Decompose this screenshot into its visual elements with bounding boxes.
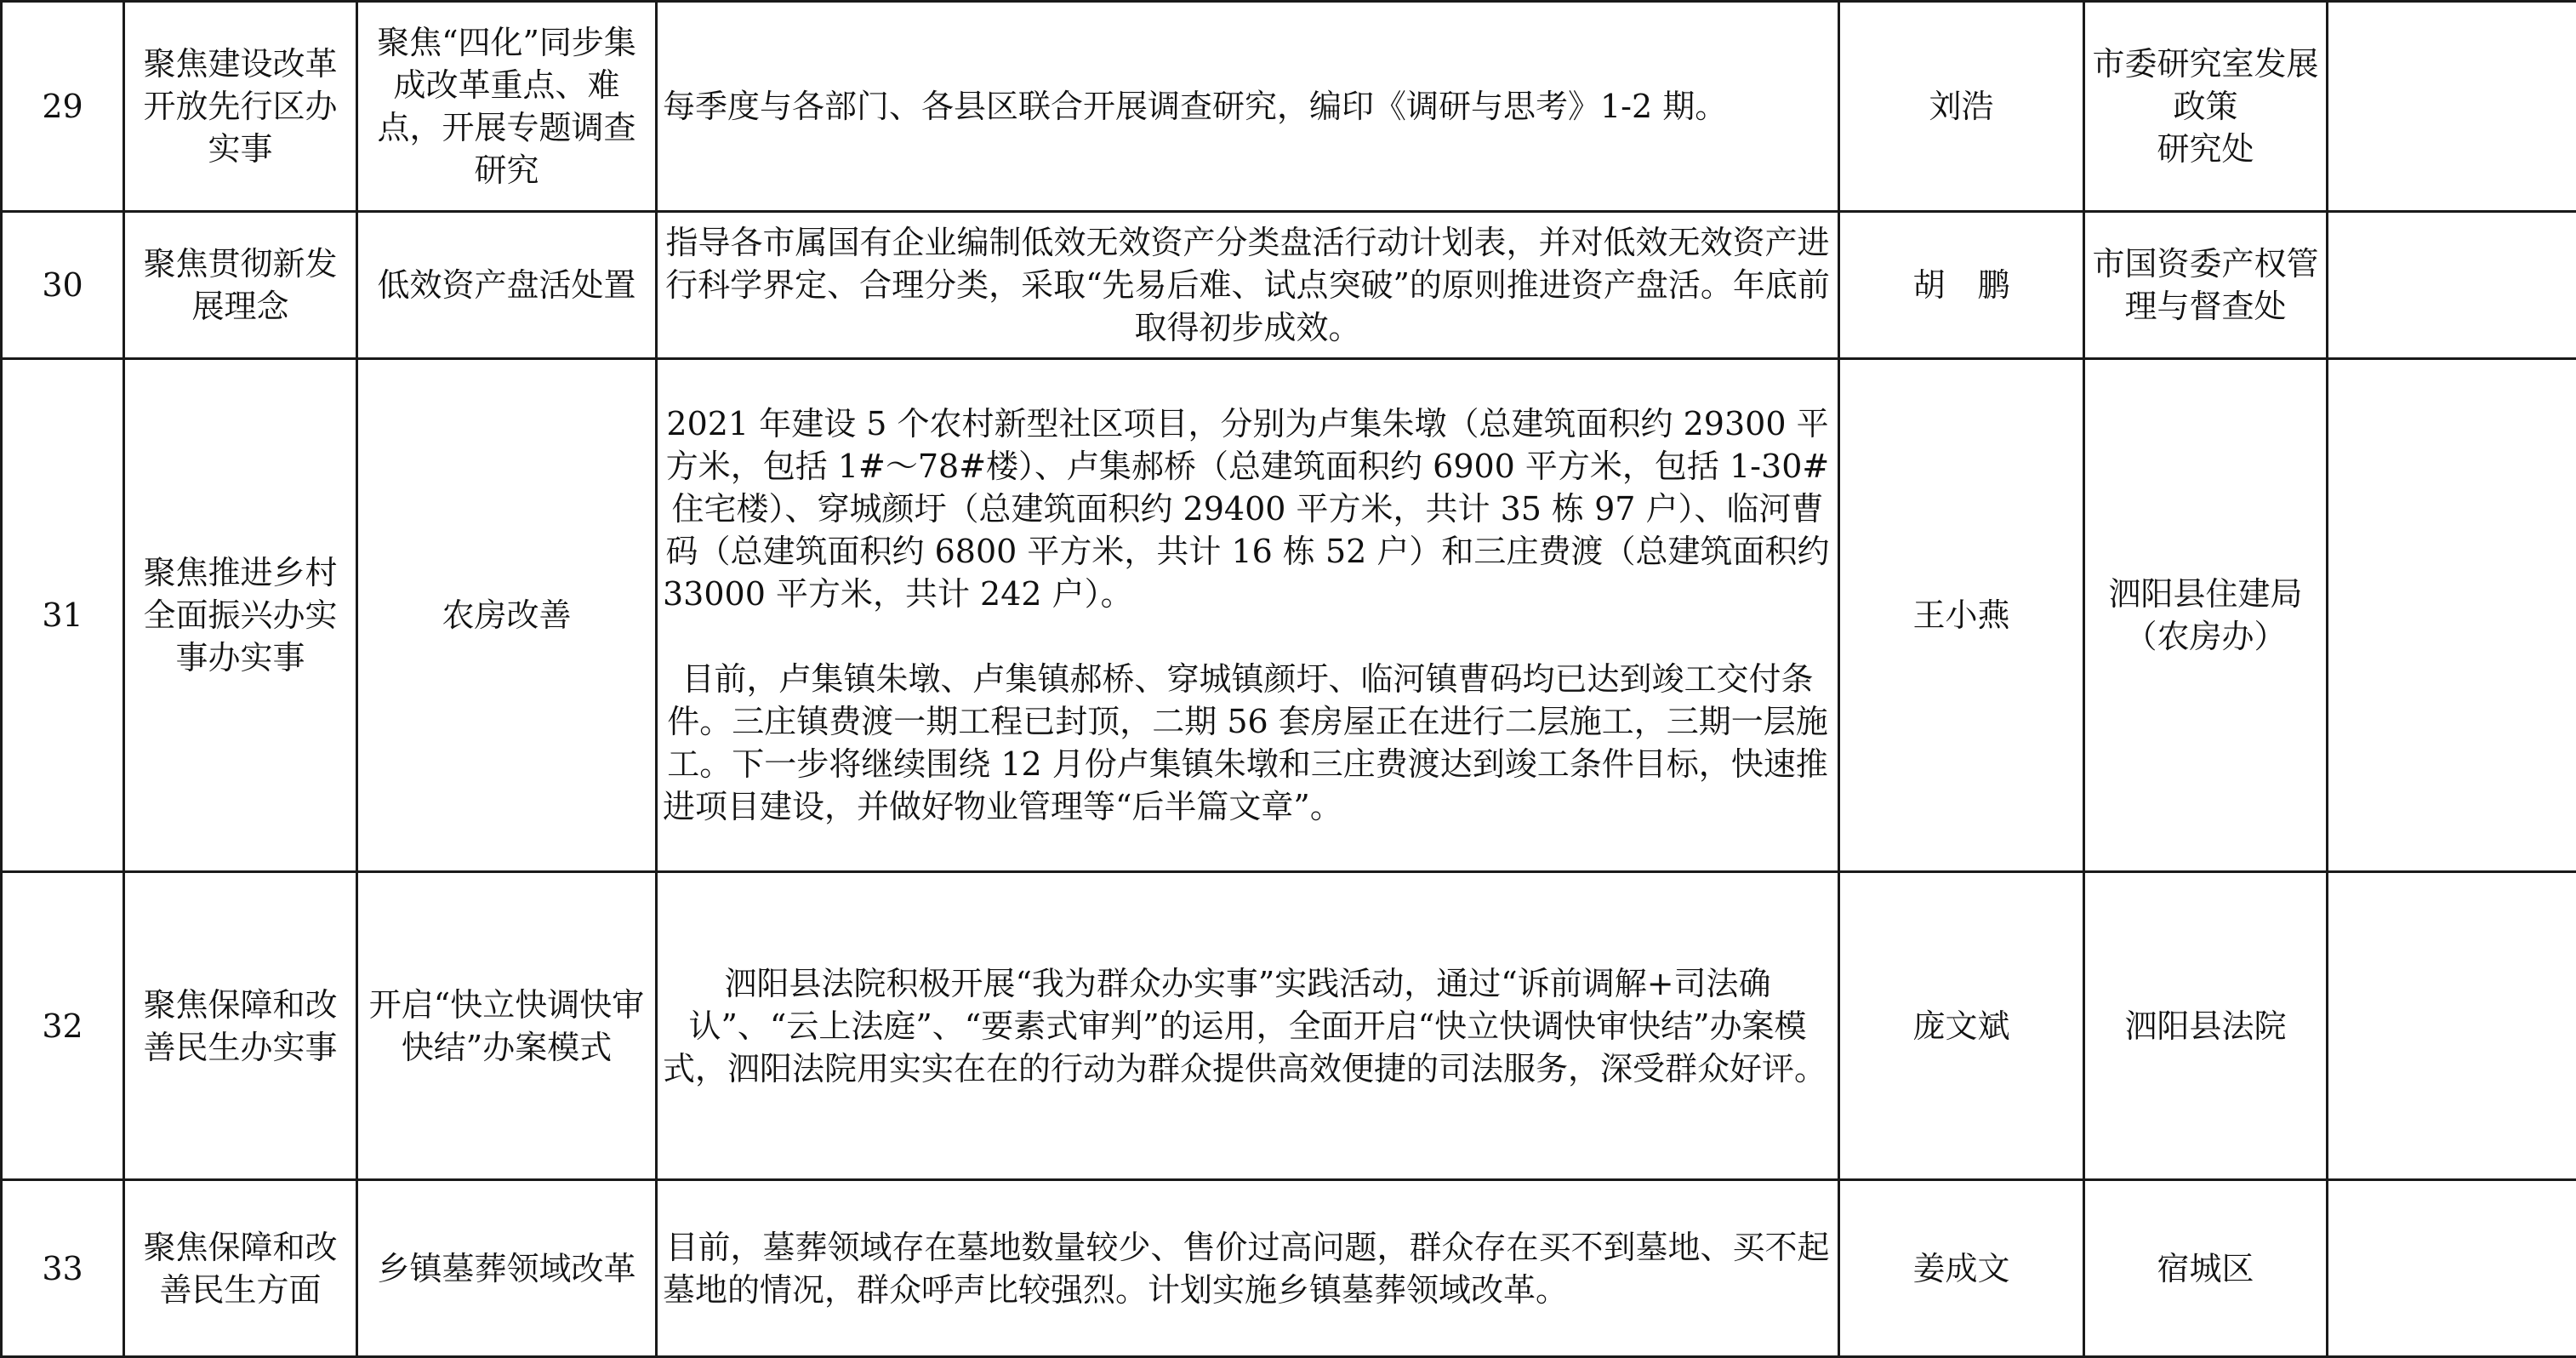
category-cell: 聚焦推进乡村全面振兴办实事办实事 bbox=[124, 359, 357, 872]
category-cell: 聚焦建设改革开放先行区办实事 bbox=[124, 2, 357, 212]
leader-cell: 刘浩 bbox=[1839, 2, 2084, 212]
table-row bbox=[2, 1180, 2576, 1357]
project-cell: 聚焦“四化”同步集成改革重点、难点，开展专题调查研究 bbox=[357, 2, 657, 212]
leader-cell: 庞文斌 bbox=[1839, 872, 2084, 1180]
category-cell: 聚焦贯彻新发展理念 bbox=[124, 212, 357, 359]
table-row bbox=[2, 872, 2576, 1180]
table-row bbox=[2, 2, 2576, 212]
extra-cell bbox=[2328, 872, 2576, 1180]
leader-cell: 姜成文 bbox=[1839, 1180, 2084, 1357]
unit-cell: 泗阳县法院 bbox=[2084, 872, 2328, 1180]
table-row bbox=[2, 359, 2576, 872]
row-number: 29 bbox=[2, 2, 124, 212]
row-number: 30 bbox=[2, 212, 124, 359]
unit-cell: 泗阳县住建局（农房办） bbox=[2084, 359, 2328, 872]
detail-cell: 每季度与各部门、各县区联合开展调查研究，编印《调研与思考》1-2 期。 bbox=[657, 2, 1839, 212]
unit-cell: 市委研究室发展政策 研究处 bbox=[2084, 2, 2328, 212]
leader-cell: 胡 鹏 bbox=[1839, 212, 2084, 359]
extra-cell bbox=[2328, 212, 2576, 359]
unit-cell: 宿城区 bbox=[2084, 1180, 2328, 1357]
leader-cell: 王小燕 bbox=[1839, 359, 2084, 872]
row-number: 32 bbox=[2, 872, 124, 1180]
project-cell: 开启“快立快调快审快结”办案模式 bbox=[357, 872, 657, 1180]
table-row bbox=[2, 212, 2576, 359]
category-cell: 聚焦保障和改善民生办实事 bbox=[124, 872, 357, 1180]
detail-cell: 目前，墓葬领域存在墓地数量较少、售价过高问题，群众存在买不到墓地、买不起墓地的情况，群众呼声比较强烈。计划实施乡镇墓葬领域改革。 bbox=[657, 1180, 1839, 1357]
extra-cell bbox=[2328, 359, 2576, 872]
detail-paragraph-2: 目前，卢集镇朱墩、卢集镇郝桥、穿城镇颜圩、临河镇曹码均已达到竣工交付条件。三庄镇费渡一期工程已封顶，二期 56 套房屋正在进行二层施工，三期一层施工。下一步将继续围绕 12 月份卢集镇朱墩和三庄费渡达到竣工条件目标，快速推进项目建设，并做好物业管理等“后半篇文章”。 bbox=[663, 658, 1832, 828]
project-cell: 低效资产盘活处置 bbox=[357, 212, 657, 359]
detail-cell bbox=[657, 359, 1839, 872]
row-number: 31 bbox=[2, 359, 124, 872]
row-number: 33 bbox=[2, 1180, 124, 1357]
category-cell: 聚焦保障和改善民生方面 bbox=[124, 1180, 357, 1357]
project-cell: 农房改善 bbox=[357, 359, 657, 872]
extra-cell bbox=[2328, 2, 2576, 212]
detail-paragraph-1: 2021 年建设 5 个农村新型社区项目，分别为卢集朱墩（总建筑面积约 29300 平方米，包括 1#～78#楼）、卢集郝桥（总建筑面积约 6900 平方米，包括 1-30#住宅楼）、穿城颜圩（总建筑面积约 29400 平方米，共计 35 栋 97 户）、临河曹码（总建筑面积约 6800 平方米，共计 16 栋 52 户）和三庄费渡（总建筑面积约 33000 平方米，共计 242 户）。 bbox=[663, 402, 1832, 615]
project-cell: 乡镇墓葬领域改革 bbox=[357, 1180, 657, 1357]
detail-cell: 指导各市属国有企业编制低效无效资产分类盘活行动计划表，并对低效无效资产进行科学界定、合理分类，采取“先易后难、试点突破”的原则推进资产盘活。年底前取得初步成效。 bbox=[657, 212, 1839, 359]
detail-cell: 泗阳县法院积极开展“我为群众办实事”实践活动，通过“诉前调解+司法确认”、“云上法庭”、“要素式审判”的运用，全面开启“快立快调快审快结”办案模式，泗阳法院用实实在在的行动为群众提供高效便捷的司法服务，深受群众好评。 bbox=[657, 872, 1839, 1180]
extra-cell bbox=[2328, 1180, 2576, 1357]
unit-cell: 市国资委产权管理与督查处 bbox=[2084, 212, 2328, 359]
